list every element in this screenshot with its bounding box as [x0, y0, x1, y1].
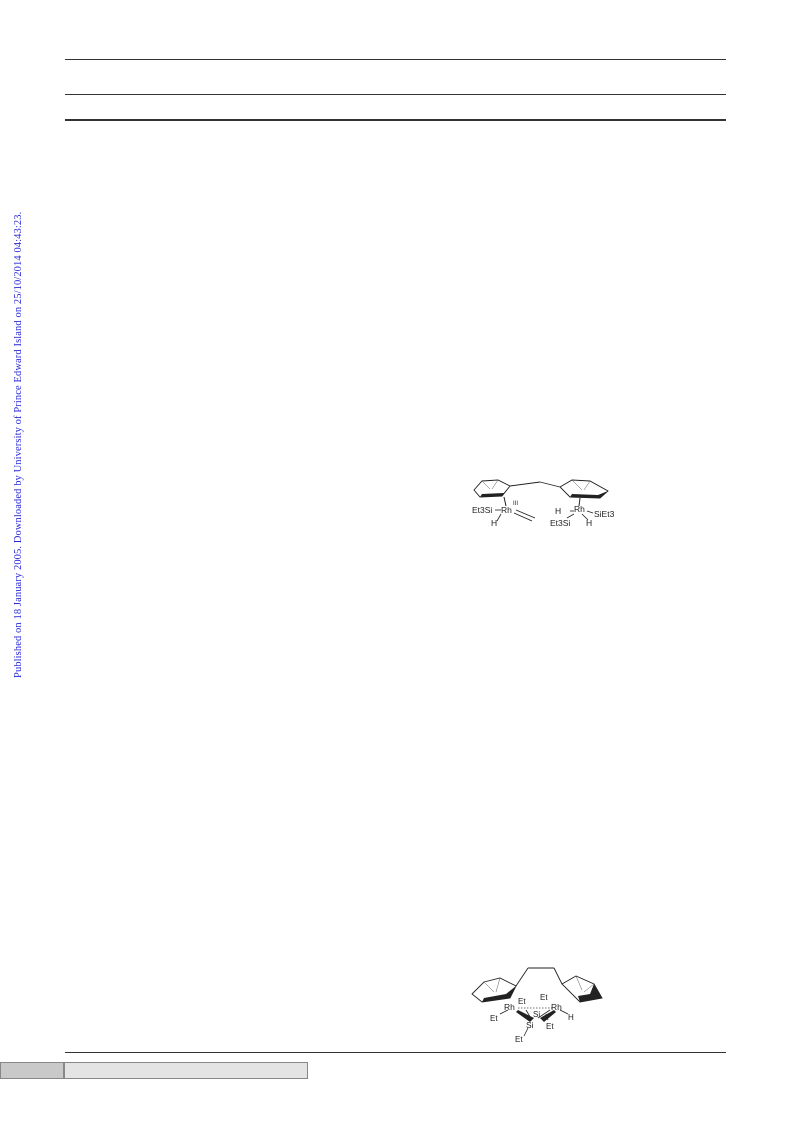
rh-right-label: Rh — [551, 1002, 562, 1012]
h-left-label: H — [491, 518, 498, 528]
rh-left-label: Rh — [504, 1002, 515, 1012]
et-top2-label: Et — [540, 993, 548, 1002]
rh-left-label: Rh — [501, 505, 512, 515]
footer-journal-box — [64, 1062, 308, 1079]
rh-left-oxidation-label: III — [513, 501, 519, 507]
siet3-right-label: SiEt3 — [594, 509, 615, 519]
header-rule-1 — [65, 59, 726, 60]
et-top-label: Et — [518, 997, 526, 1006]
h-right-label-a: H — [555, 506, 562, 516]
rh-right-label: Rh — [574, 504, 585, 514]
structure-1-drawing — [470, 476, 620, 536]
h-right-label-b: H — [586, 518, 593, 528]
chemical-structure-1 — [470, 476, 620, 536]
footer-page-box — [0, 1062, 64, 1079]
download-watermark: Published on 18 January 2005. Downloaded by University of Prince Edward Island on 25/10/2014 04:43:23. — [13, 211, 24, 678]
et-left-label: Et — [490, 1014, 498, 1023]
header-rule-2 — [65, 94, 726, 95]
et3si-right-label: Et3Si — [550, 518, 571, 528]
et3si-left-label: Et3Si — [472, 505, 493, 515]
h-right-label: H — [568, 1013, 574, 1022]
chemical-structure-2 — [470, 964, 610, 1046]
et-mid-label: Et — [546, 1022, 554, 1031]
et-bottom-label: Et — [515, 1035, 523, 1044]
si-bottom-label: Si — [526, 1020, 534, 1030]
header-rule-3 — [65, 119, 726, 121]
si-center-label: Si — [533, 1010, 541, 1019]
footer-rule — [65, 1052, 726, 1053]
structure-2-drawing — [470, 964, 610, 1046]
